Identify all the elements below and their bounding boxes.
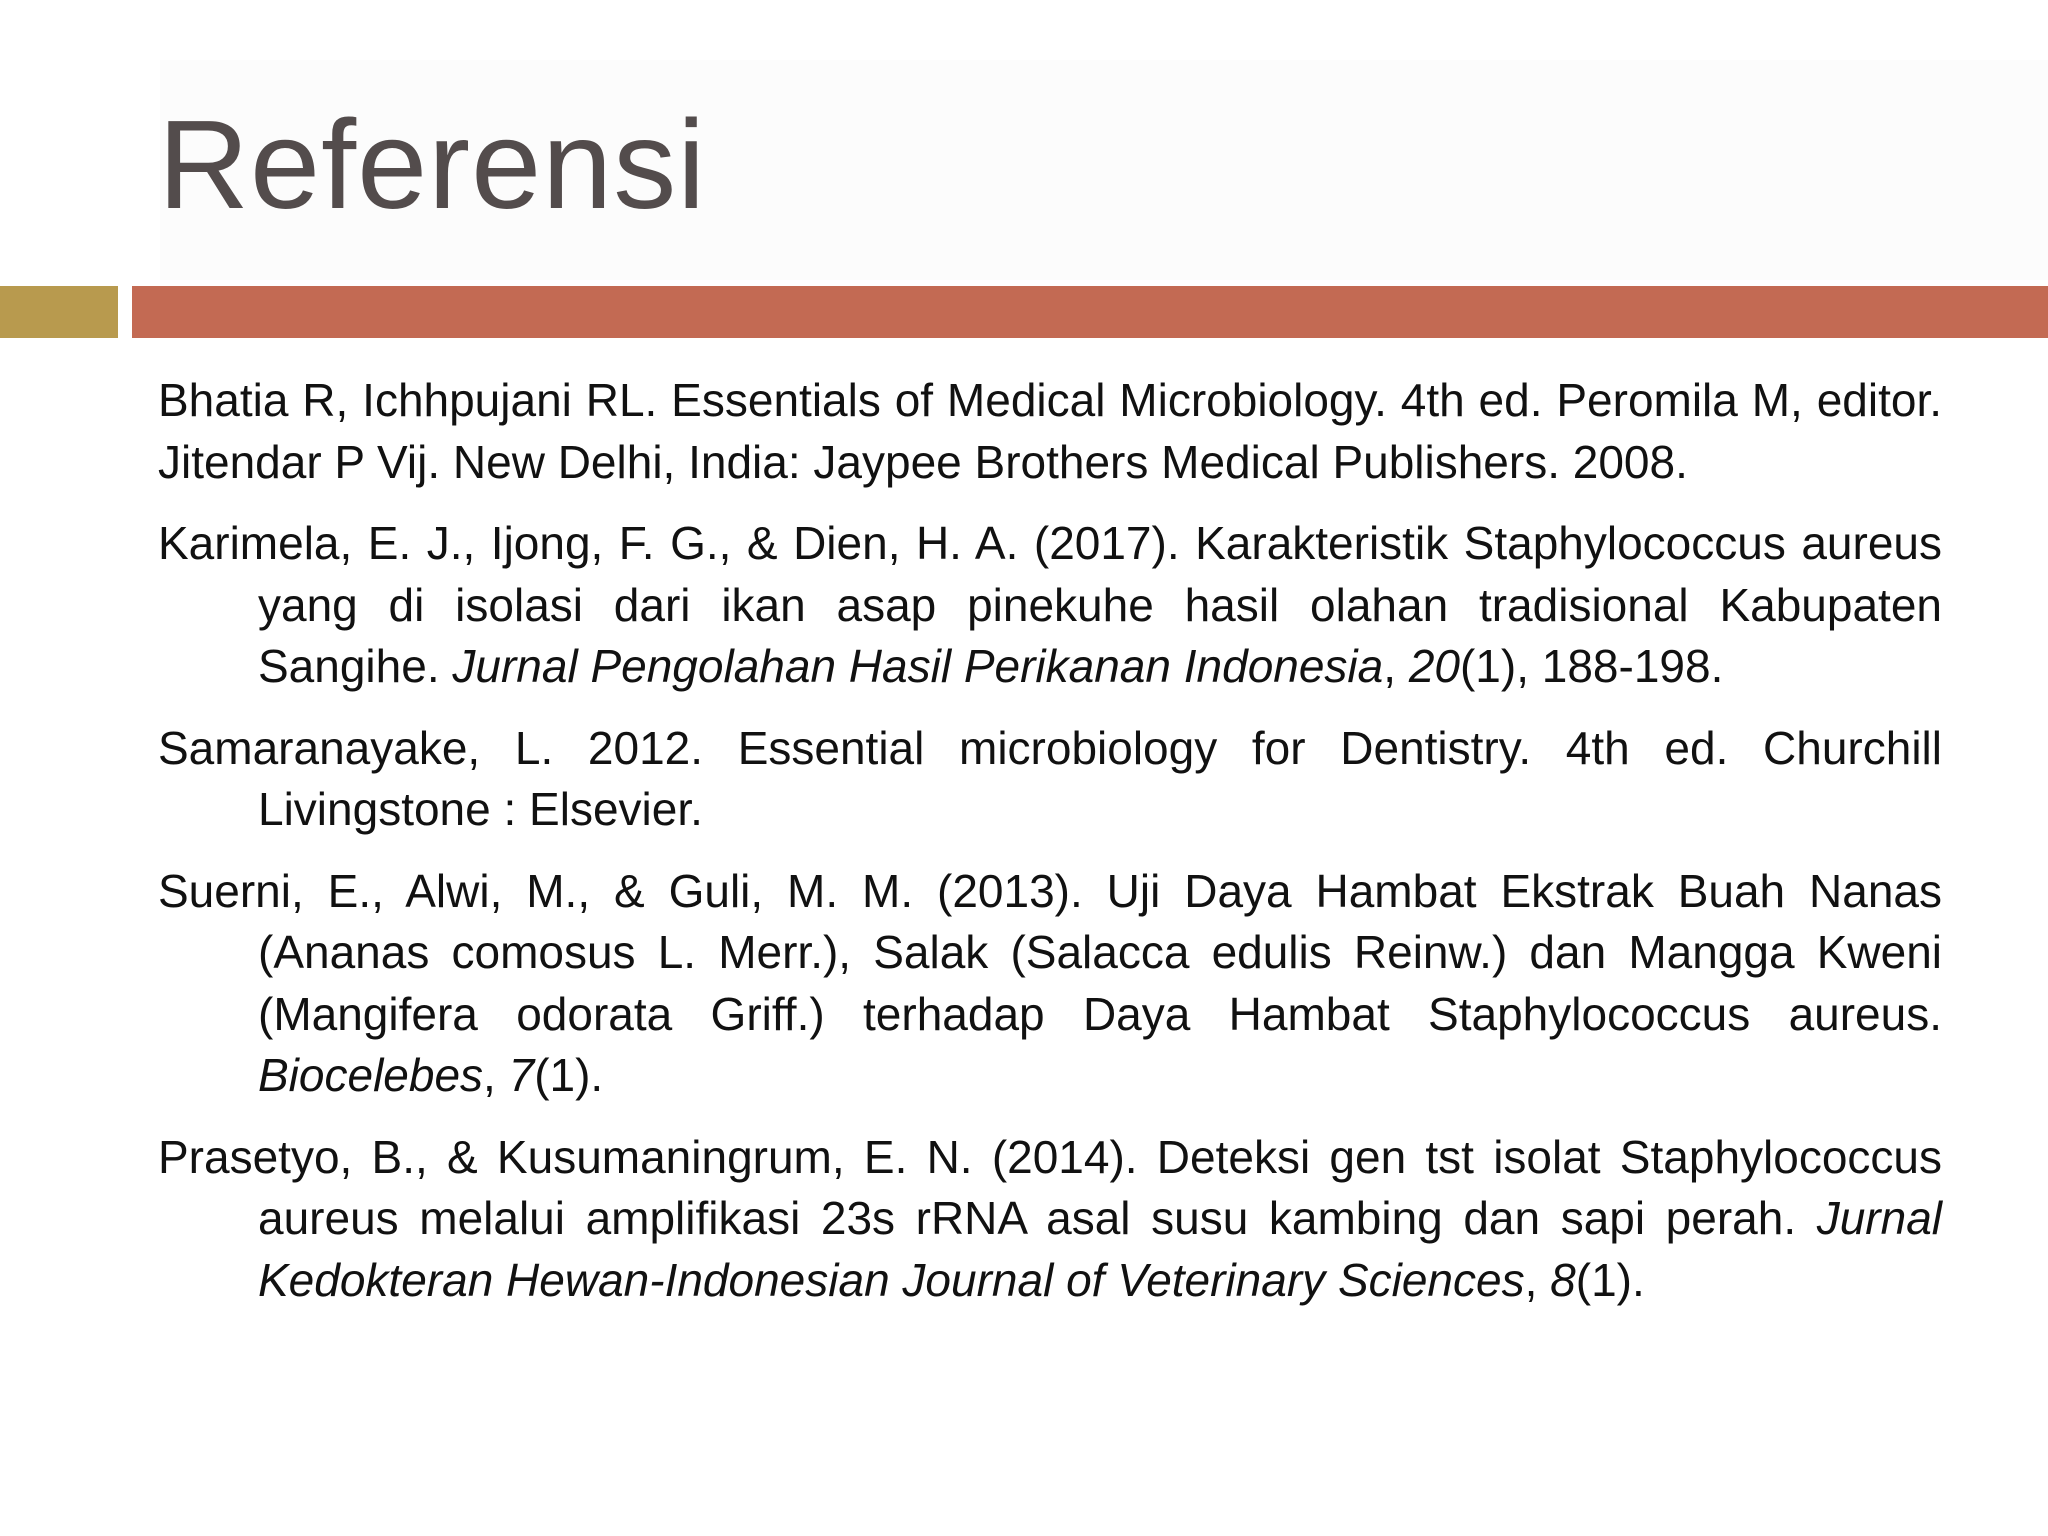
journal-title: Jurnal Pengolahan Hasil Perikanan Indonesia <box>452 640 1384 692</box>
reference-separator: , <box>1383 640 1409 692</box>
reference-item <box>158 1127 1942 1312</box>
journal-volume: 8 <box>1550 1253 1576 1306</box>
journal-title: Biocelebes <box>258 1049 484 1101</box>
reference-item <box>158 370 1942 493</box>
journal-title: Jurnal Kedokteran Hewan-Indonesian Journal of Veterinary Sciences <box>258 1192 1942 1306</box>
reference-issue-pages: (1), 188-198. <box>1459 640 1724 692</box>
slide-title: Referensi <box>158 94 707 235</box>
reference-item <box>158 861 1942 1107</box>
reference-issue: (1). <box>534 1049 604 1101</box>
reference-text: Samaranayake, L. 2012. Essential microbiology for Dentistry. 4th ed. Churchill Livingstone : Elsevier. <box>158 721 1942 835</box>
reference-item <box>158 513 1942 698</box>
reference-list <box>158 370 1942 1331</box>
reference-text: Suerni, E., Alwi, M., & Guli, M. M. (2013). Uji Daya Hambat Ekstrak Buah Nanas (Ananas comosus L. Merr.), Salak (Salacca edulis Reinw.) dan Mangga Kweni (Mangifera odorata Griff.) terhadap Daya Hambat Staphylococcus aureus. <box>158 864 1942 1040</box>
reference-text: Bhatia R, Ichhpujani RL. Essentials of Medical Microbiology. 4th ed. Peromila M, editor. Jitendar P Vij. New Delhi, India: Jaypee Brothers Medical Publishers. 2008. <box>158 374 1942 488</box>
reference-separator: , <box>1524 1253 1551 1306</box>
journal-volume: 20 <box>1408 640 1460 692</box>
journal-volume: 7 <box>508 1049 535 1101</box>
accent-bar-gold <box>0 286 118 338</box>
accent-bar-rust <box>132 286 2048 338</box>
reference-text: Prasetyo, B., & Kusumaningrum, E. N. (2014). Deteksi gen tst isolat Staphylococcus aureus melalui amplifikasi 23s rRNA asal susu kambing dan sapi perah. <box>158 1130 1942 1244</box>
reference-item <box>158 718 1942 841</box>
reference-separator: , <box>483 1049 509 1101</box>
reference-issue: (1). <box>1575 1253 1645 1306</box>
reference-text: Karimela, E. J., Ijong, F. G., & Dien, H. A. (2017). Karakteristik Staphylococcus aureus yang di isolasi dari ikan asap pinekuhe hasil olahan tradisional Kabupaten Sangihe. <box>158 517 1942 692</box>
